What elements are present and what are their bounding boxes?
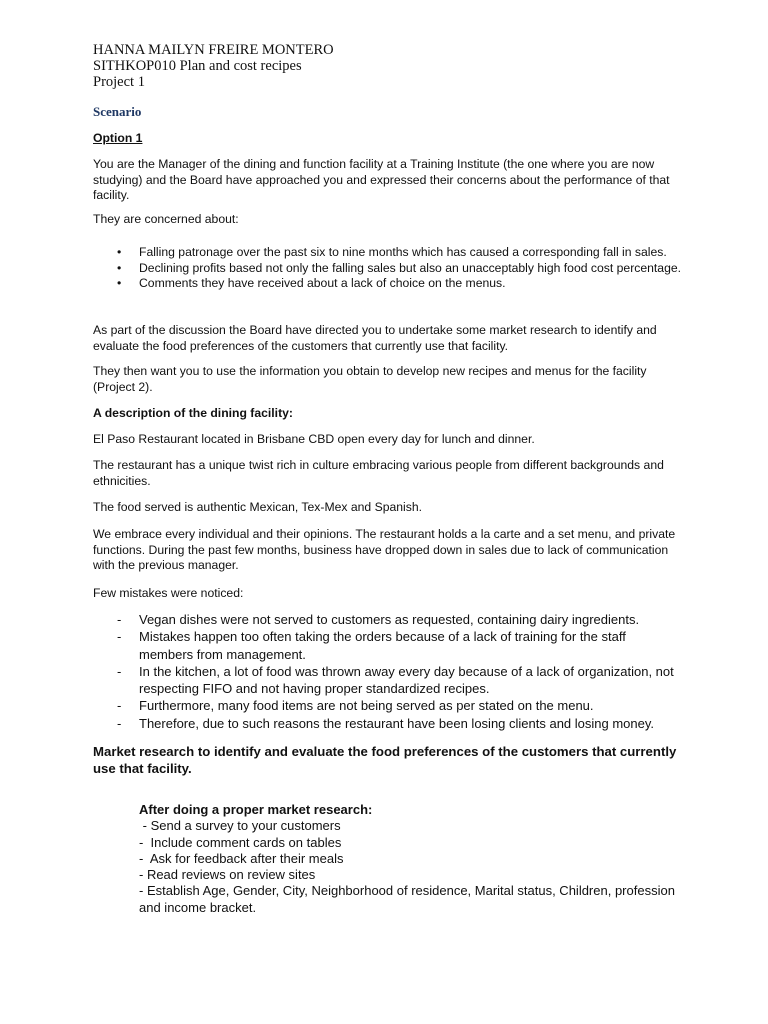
list-item: • Declining profits based not only the falling sales but also an unacceptably high food cost percentage.	[117, 260, 682, 275]
project-label: Project 1	[93, 74, 145, 90]
list-item: • Comments they have received about a lack of choice on the menus.	[117, 276, 506, 290]
research-step: - Include comment cards on tables	[139, 834, 342, 850]
list-item: - In the kitchen, a lot of food was thrown away every day because of a lack of organization, not respecting FIFO and not having proper standardized recipes.	[117, 663, 674, 697]
list-item: - Vegan dishes were not served to customers as requested, containing dairy ingredients.	[117, 612, 640, 627]
concerns-list	[93, 245, 683, 292]
bullet-marker: •	[117, 276, 122, 290]
option-heading: Option 1	[93, 131, 143, 145]
dash-marker: -	[117, 629, 122, 645]
bullet-marker: •	[117, 260, 122, 275]
concerned-label: They are concerned about:	[93, 212, 239, 226]
mistakes-list	[93, 611, 683, 732]
research-step: - Ask for feedback after their meals	[139, 850, 344, 866]
after-research-heading: After doing a proper market research:	[139, 802, 373, 817]
intro-paragraph: You are the Manager of the dining and function facility at a Training Institute (the one where you are now studying) and the Board have approached you and expressed their concerns about the performance of that facility.	[93, 157, 670, 202]
restaurant-location: El Paso Restaurant located in Brisbane CBD open every day for lunch and dinner.	[93, 432, 535, 446]
embrace-paragraph: We embrace every individual and their opinions. The restaurant holds a la carte and a set menu, and private functions. During the past few months, business have dropped down in sales due to lack of communication with the previous manager.	[93, 527, 676, 572]
document-header	[93, 42, 334, 90]
board-paragraph: As part of the discussion the Board have directed you to undertake some market research to identify and evaluate the food preferences of the customers that currently use that facility.	[93, 323, 657, 353]
course-title: SITHKOP010 Plan and cost recipes	[93, 58, 302, 74]
list-item: - Mistakes happen too often taking the orders because of a lack of training for the staff members from management.	[117, 629, 626, 662]
dash-marker: -	[117, 698, 122, 714]
research-steps	[139, 802, 684, 916]
dash-marker: -	[117, 663, 122, 679]
bullet-marker: •	[117, 245, 122, 259]
scenario-heading: Scenario	[93, 104, 142, 119]
research-step: - Send a survey to your customers	[139, 818, 341, 834]
restaurant-twist: The restaurant has a unique twist rich in culture embracing various people from different backgrounds and ethnicities.	[93, 458, 664, 488]
dining-heading: A description of the dining facility:	[93, 406, 293, 420]
dash-marker: -	[117, 715, 122, 731]
author-name: HANNA MAILYN FREIRE MONTERO	[93, 42, 334, 58]
mistakes-label: Few mistakes were noticed:	[93, 586, 244, 600]
research-step: - Read reviews on review sites	[139, 867, 316, 883]
food-served: The food served is authentic Mexican, Tex-Mex and Spanish.	[93, 500, 423, 514]
list-item: - Furthermore, many food items are not being served as per stated on the menu.	[117, 698, 594, 714]
market-research-heading: Market research to identify and evaluate the food preferences of the customers that currently use that facility.	[93, 744, 677, 776]
develop-paragraph: They then want you to use the information you obtain to develop new recipes and menus for the facility (Project 2).	[93, 364, 647, 394]
research-step: - Establish Age, Gender, City, Neighborhood of residence, Marital status, Children, profession and income bracket.	[139, 883, 679, 915]
list-item: • Falling patronage over the past six to nine months which has caused a corresponding fall in sales.	[117, 245, 667, 259]
dash-marker: -	[117, 612, 122, 627]
list-item: - Therefore, due to such reasons the restaurant have been losing clients and losing money.	[117, 715, 655, 731]
